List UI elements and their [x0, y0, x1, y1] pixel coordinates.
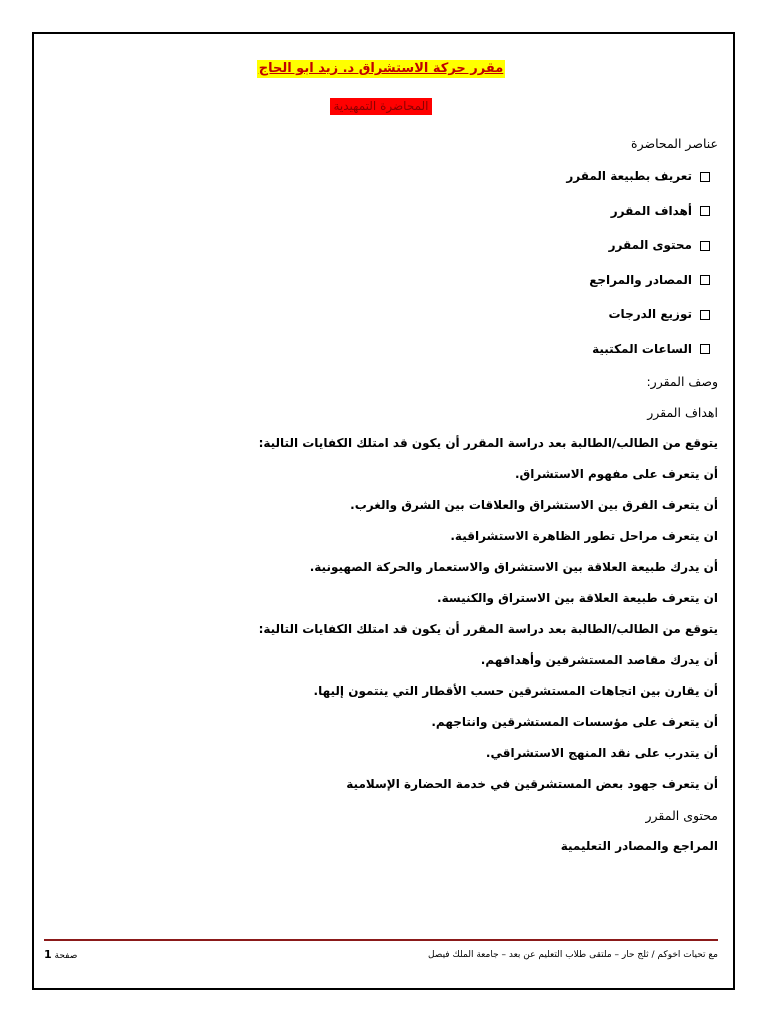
list-item: توزيع الدرجات [44, 297, 718, 332]
course-content-heading: محتوى المقرر [645, 808, 718, 823]
objective-item: أن يتعرف على مفهوم الاستشراق. [514, 467, 718, 481]
objective-item: ان يتعرف مراحل تطور الظاهرة الاستشراقية. [450, 529, 718, 543]
objective-item: أن يدرك مقاصد المستشرقين وأهدافهم. [480, 653, 718, 667]
objective-item: أن يتعرف على مؤسسات المستشرقين وانتاجهم. [431, 715, 718, 729]
elements-heading: عناصر المحاضرة [631, 136, 718, 151]
checkbox-bullet-icon [700, 206, 710, 216]
objective-item: أن يتدرب على نقد المنهج الاستشراقي. [485, 746, 718, 760]
checkbox-bullet-icon [700, 275, 710, 285]
list-item: محتوى المقرر [44, 228, 718, 263]
page-footer [44, 946, 718, 964]
checkbox-bullet-icon [700, 172, 710, 182]
objective-item: ان يتعرف طبيعة العلاقة بين الاستراق والكنيسة. [437, 591, 718, 605]
list-item: الساعات المكتبية [44, 332, 718, 367]
checkbox-bullet-icon [700, 310, 710, 320]
checkbox-bullet-icon [700, 344, 710, 354]
page-number: صفحة 1 [44, 948, 78, 961]
list-item: تعريف بطبيعة المقرر [44, 159, 718, 194]
course-objectives-heading: اهداف المقرر [647, 405, 718, 420]
objectives-intro: يتوقع من الطالب/الطالبة بعد دراسة المقرر أن يكون قد امتلك الكفايات التالية: [258, 436, 718, 450]
objective-item: أن يتعرف الفرق بين الاستشراق والعلاقات بين الشرق والغرب. [350, 498, 718, 512]
footer-credit: مع تحيات اخوكم / ثلج حار – ملتقى طلاب التعليم عن بعد – جامعة الملك فيصل [427, 950, 718, 960]
checkbox-bullet-icon [700, 241, 710, 251]
objective-item: أن يقارن بين اتجاهات المستشرقين حسب الأقطار التي ينتمون إليها. [313, 684, 718, 698]
lecture-subtitle: المحاضرة التمهيدية [330, 98, 431, 115]
footer-divider [44, 939, 718, 941]
objectives-intro: يتوقع من الطالب/الطالبة بعد دراسة المقرر أن يكون قد امتلك الكفايات التالية: [258, 622, 718, 636]
title-block [44, 57, 718, 82]
elements-list [44, 159, 718, 366]
list-item: المصادر والمراجع [44, 263, 718, 298]
references-heading: المراجع والمصادر التعليمية [560, 839, 718, 853]
subtitle-block [44, 95, 718, 128]
course-title: مقرر حركة الاستشراق د. زيد ابو الحاج [258, 61, 504, 76]
document-body [44, 57, 718, 862]
course-description-heading: وصف المقرر: [646, 374, 718, 389]
objective-item: أن يتعرف جهود بعض المستشرقين في خدمة الحضارة الإسلامية [346, 777, 718, 791]
list-item: أهداف المقرر [44, 194, 718, 229]
objective-item: أن يدرك طبيعة العلاقة بين الاستشراق والاستعمار والحركة الصهيونية. [309, 560, 718, 574]
